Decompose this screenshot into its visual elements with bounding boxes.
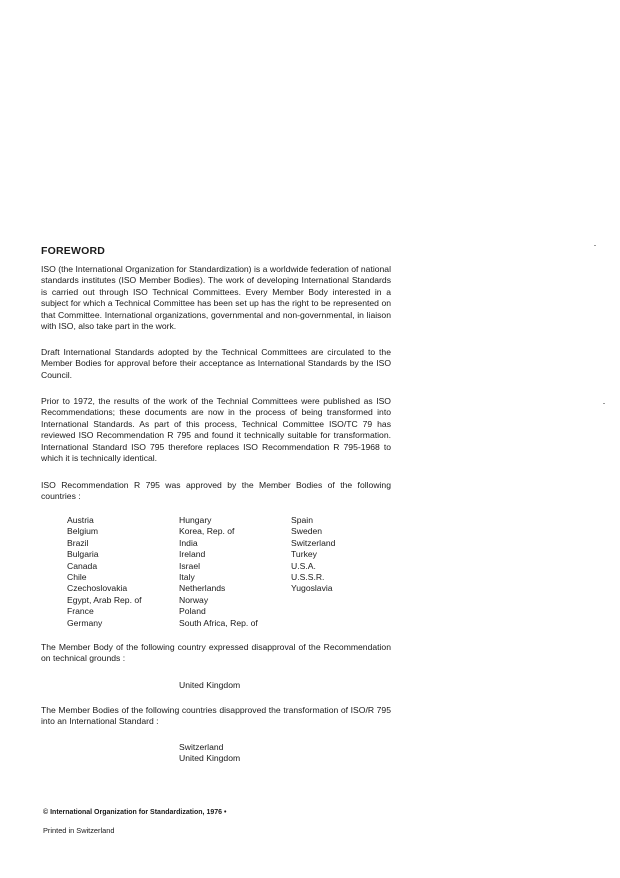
country-item: Germany [67, 617, 103, 628]
country-item: Italy [179, 572, 195, 583]
country-item: Turkey [291, 549, 317, 560]
country-item: South Africa, Rep. of [179, 617, 258, 628]
country-item: Austria [67, 515, 94, 525]
country-item: Israel [179, 560, 201, 571]
country-item: France [67, 606, 94, 617]
paragraph-disapproval-transformation: The Member Bodies of the following countries disapproved the transformation of ISO/R 795 into an International Standard : [41, 705, 391, 727]
country-item: Hungary [179, 515, 212, 525]
country-item: Belgium [67, 526, 99, 537]
disapproving-transformation-list [179, 742, 240, 765]
country-item: Norway [179, 594, 209, 605]
country-item: Sweden [291, 526, 323, 537]
foreword-heading: FOREWORD [41, 245, 106, 257]
country-item: Egypt, Arab Rep. of [67, 594, 142, 605]
disapproving-country-list [179, 680, 240, 691]
printed-in-notice: Printed in Switzerland [43, 826, 115, 835]
country-item: Switzerland [291, 537, 336, 548]
paragraph-prior-1972: Prior to 1972, the results of the work of the Technial Committees were published as ISO Recommendations; these documents are now in the process of being transformed into International Standards. As part of this process, Technical Committee ISO/TC 79 has reviewed ISO Recommendation R 795 and found it technically suitable for transformation. International Standard ISO 795 therefore replaces ISO Recommendation R 795-1968 to which it is technically identical. [41, 396, 391, 464]
scan-speck [594, 245, 596, 246]
country-item: Korea, Rep. of [179, 526, 235, 537]
countries-column-3 [291, 515, 391, 595]
country-item: Czechoslovakia [67, 583, 128, 594]
paragraph-draft-standards: Draft International Standards adopted by the Technical Committees are circulated to the Member Bodies for approval before their acceptance as International Standards by the ISO Council. [41, 347, 391, 380]
country-item: Bulgaria [67, 549, 99, 560]
countries-column-1 [67, 515, 177, 629]
copyright-notice: © International Organization for Standardization, 1976 • [43, 809, 227, 816]
country-item: U.S.A. [291, 560, 316, 571]
country-item: Poland [179, 606, 206, 617]
country-item: Switzerland [179, 742, 224, 752]
country-item: Netherlands [179, 583, 226, 594]
country-item: Spain [291, 515, 313, 525]
country-item: United Kingdom [179, 680, 241, 690]
country-item: India [179, 537, 198, 548]
country-item: Brazil [67, 537, 89, 548]
paragraph-disapproval-recommendation: The Member Body of the following country expressed disapproval of the Recommendation on technical grounds : [41, 642, 391, 664]
paragraph-iso-intro: ISO (the International Organization for Standardization) is a worldwide federation of national standards institutes (ISO Member Bodies). The work of developing International Standards is carried out through ISO Technical Committees. Every Member Body interested in a subject for which a Technical Committee has been set up has the right to be represented on that Committee. International organizations, governmental and non-governmental, in liaison with ISO, also take part in the work. [41, 264, 391, 332]
country-item: United Kingdom [179, 753, 241, 764]
country-item: Ireland [179, 549, 206, 560]
country-item: U.S.S.R. [291, 572, 325, 583]
country-item: Chile [67, 572, 87, 583]
countries-column-2 [179, 515, 291, 629]
scan-speck [603, 403, 605, 404]
paragraph-approval-intro: ISO Recommendation R 795 was approved by the Member Bodies of the following countries : [41, 480, 391, 502]
country-item: Yugoslavia [291, 583, 333, 594]
country-item: Canada [67, 560, 98, 571]
